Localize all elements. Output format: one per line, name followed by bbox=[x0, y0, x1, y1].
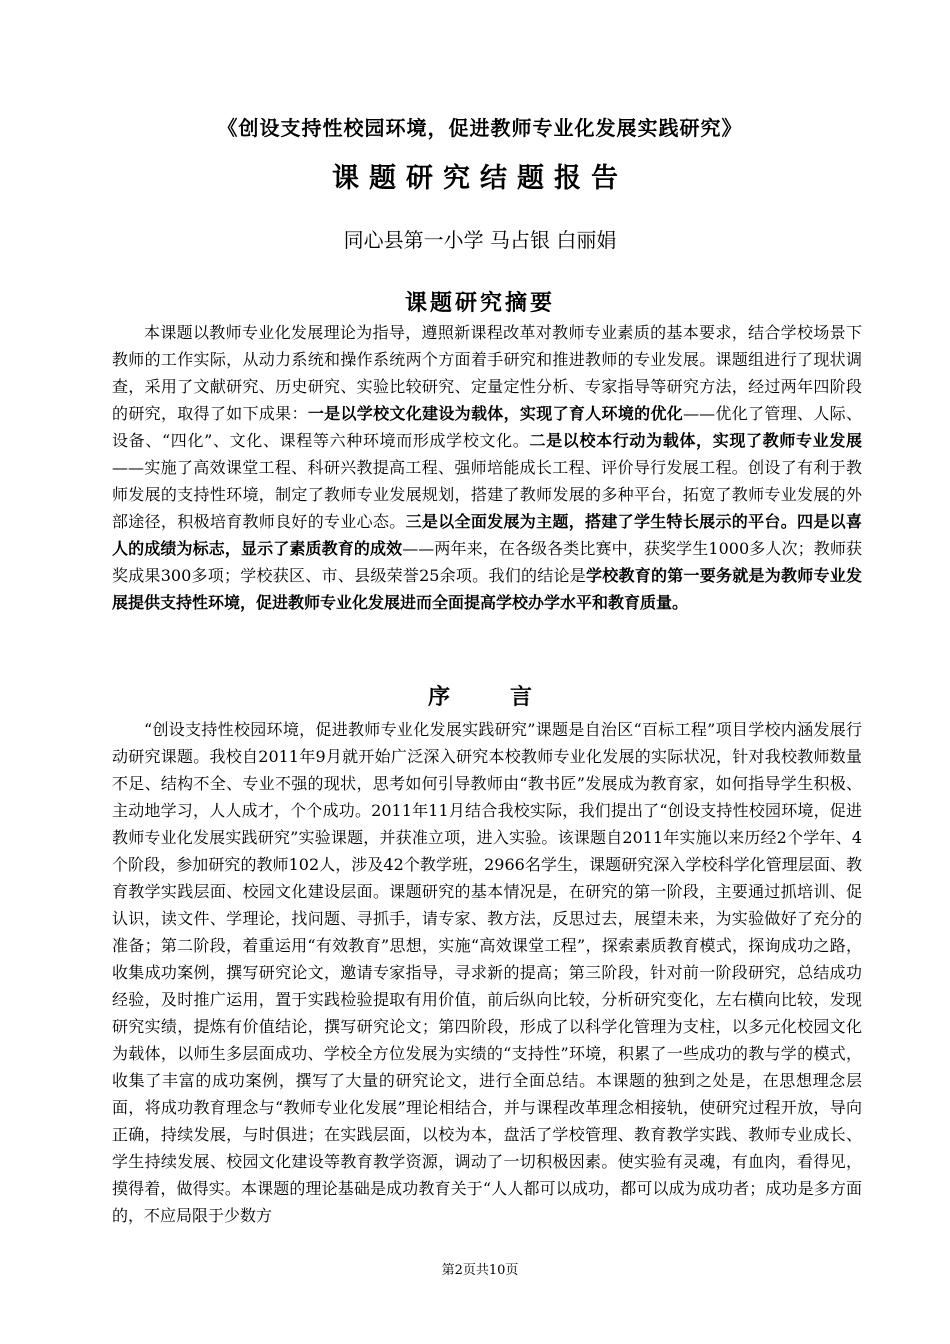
abstract-text: ——优化了管理、人际、设备、“四化”、文化、课程等六种环境而形成学校文化。 bbox=[112, 404, 862, 450]
abstract-text: ——两年来，在各级各类比赛中，获奖学生1000多人次；教师获奖成果300多项；学校获区、市、县级荣誉25余项。我们的结论是 bbox=[112, 539, 862, 585]
abstract-text: 本课题以教师专业化发展理论为指导，遵照新课程改革对教师专业素质的基本要求，结合学校场景下教师的工作实际，从动力系统和操作系统两个方面着手研究和推进教师的专业发展。课题组进行了现状调查，采用了文献研究、历史研究、实验比较研究、定量定性分析、专家指导等研究方法，经过两年四阶段的研究，取得了如下成果： bbox=[112, 323, 862, 423]
report-subtitle: 课题研究结题报告 bbox=[332, 163, 628, 194]
page-number-footer: 第2页共10页 bbox=[441, 1263, 519, 1278]
abstract-finding-3-4: 三是以全面发展为主题，搭建了学生特长展示的平台。四是以喜人的成绩为标志，显示了素质教育的成效 bbox=[112, 512, 862, 558]
abstract-heading: 课题研究摘要 bbox=[404, 290, 555, 316]
abstract-finding-2: 二是以校本行动为载体，实现了教师专业发展 bbox=[529, 431, 862, 450]
preface-heading: 序言 bbox=[427, 684, 592, 710]
abstract-text: ——实施了高效课堂工程、科研兴教提高工程、强师培能成长工程、评价导行发展工程。创设了有利于教师发展的支持性环境，制定了教师专业发展规划，搭建了教师发展的多种平台，拓宽了教师专业发展的外部途径，积极培育教师良好的专业心态。 bbox=[112, 458, 862, 531]
abstract-paragraph bbox=[112, 319, 862, 616]
abstract-finding-1: 一是以学校文化建设为载体，实现了育人环境的优化 bbox=[307, 404, 684, 423]
preface-paragraph: “创设支持性校园环境，促进教师专业化发展实践研究”课题是自治区“百标工程”项目学校内涵发展行动研究课题。我校自2011年9月就开始广泛深入研究本校教师专业化发展的实际状况，针对我校教师数量不足、结构不全、专业不强的现状，思考如何引导教师由“教书匠”发展成为教育家，如何指导学生积极、主动地学习，人人成才，个个成功。2011年11月结合我校实际，我们提出了“创设支持性校园环境，促进教师专业化发展实践研究”实验课题，并获准立项，进入实验。该课题自2011年实施以来历经2个学年、4个阶段，参加研究的教师102人，涉及42个教学班，2966名学生，课题研究深入学校科学化管理层面、教育教学实践层面、校园文化建设层面。课题研究的基本情况是，在研究的第一阶段，主要通过抓培训、促认识，读文件、学理论，找问题、寻抓手，请专家、教方法，反思过去，展望未来，为实验做好了充分的准备；第二阶段，着重运用“有效教育”思想，实施“高效课堂工程”，探索素质教育模式，探询成功之路，收集成功案例，撰写研究论文，邀请专家指导，寻求新的提高；第三阶段，针对前一阶段研究，总结成功经验，及时推广运用，置于实践检验提取有用价值，前后纵向比较，分析研究变化，左右横向比较，发现研究实绩，提炼有价值结论，撰写研究论文；第四阶段，形成了以科学化管理为支柱，以多元化校园文化为载体，以师生多层面成功、学校全方位发展为实绩的“支持性”环境，积累了一些成功的教与学的模式，收集了丰富的成功案例，撰写了大量的研究论文，进行全面总结。本课题的独到之处是，在思想理念层面，将成功教育理念与“教师专业化发展”理论相结合，并与课程改革理念相接轨，使研究过程开放，导向正确，持续发展，与时俱进；在实践层面，以校为本，盘活了学校管理、教育教学实践、教师专业成长、学生持续发展、校园文化建设等教育教学资源，调动了一切积极因素。使实验有灵魂，有血肉，看得见，摸得着，做得实。本课题的理论基础是成功教育关于“人人都可以成功，都可以成为成功者；成功是多方面的，不应局限于少数方 bbox=[112, 720, 862, 1225]
abstract-conclusion: 学校教育的第一要务就是为教师专业发展提供支持性环境，促进教师专业化发展进而全面提高学校办学水平和教育质量。 bbox=[112, 566, 862, 612]
report-authors: 同心县第一小学 马占银 白丽娟 bbox=[343, 228, 617, 252]
report-main-title: 《创设支持性校园环境，促进教师专业化发展实践研究》 bbox=[217, 116, 743, 140]
